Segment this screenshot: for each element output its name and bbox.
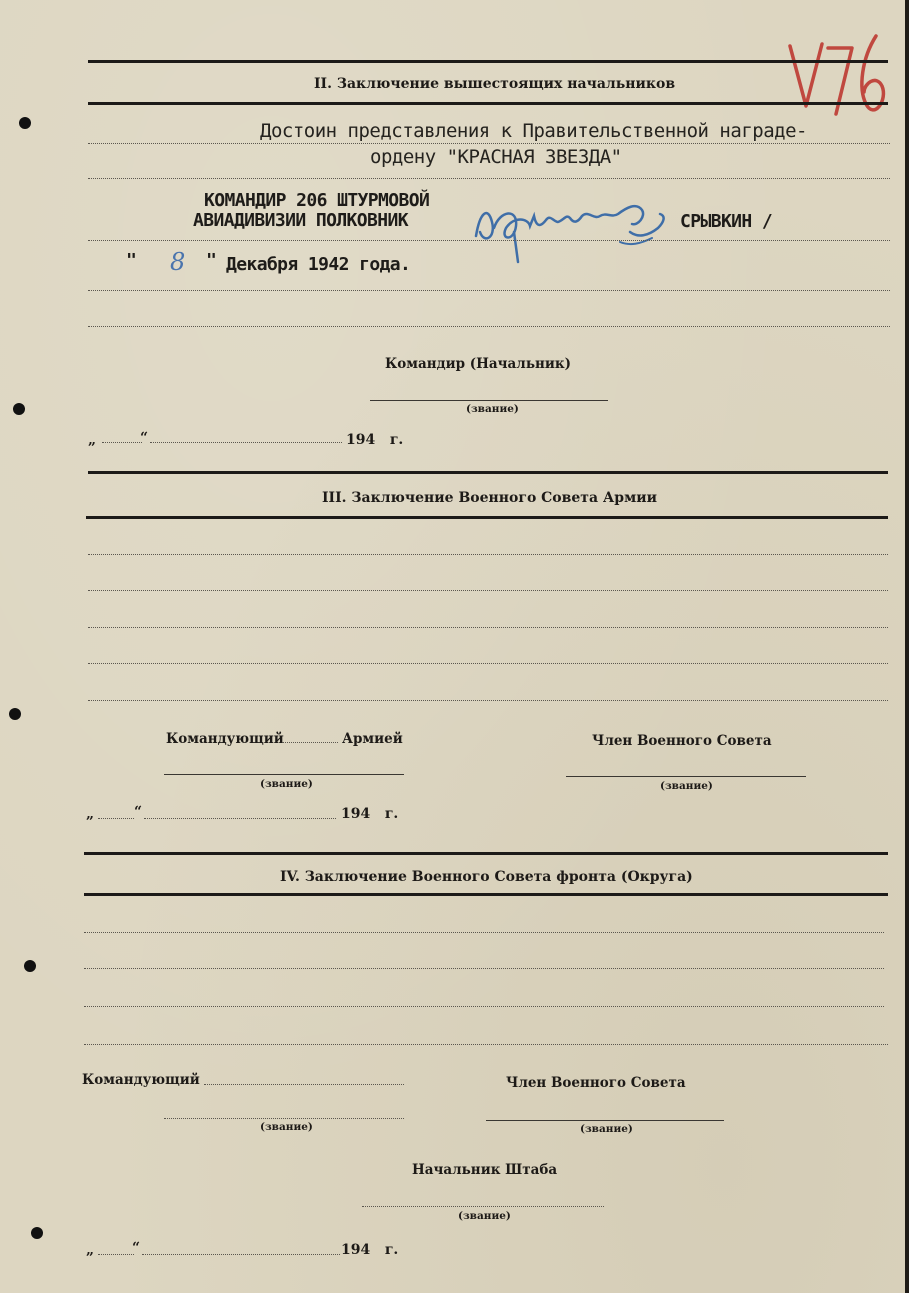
date-day-line xyxy=(98,818,134,819)
army-number-line xyxy=(282,742,338,743)
date-rest: Декабря 1942 года. xyxy=(226,254,411,275)
section-divider xyxy=(88,60,888,63)
date-day-line xyxy=(102,442,142,443)
rank-signature-line-left xyxy=(164,1118,404,1119)
writing-line xyxy=(88,554,888,555)
section-divider xyxy=(84,893,888,896)
rank-caption-left: (звание) xyxy=(260,778,313,790)
signer-title-line-2: АВИАДИВИЗИИ ПОЛКОВНИК xyxy=(193,210,408,231)
handwritten-signature xyxy=(470,192,680,268)
rank-caption-left: (звание) xyxy=(260,1121,313,1133)
front-commander-line xyxy=(204,1084,404,1085)
army-label: Армией xyxy=(342,731,403,747)
date-quote-close: " xyxy=(206,250,217,271)
signer-title-line-1: КОМАНДИР 206 ШТУРМОВОЙ xyxy=(204,190,430,211)
rank-caption-right: (звание) xyxy=(660,780,713,792)
date-day-line xyxy=(98,1254,134,1255)
conclusion-line-1: Достоин представления к Правительственной награде- xyxy=(260,120,807,142)
rank-caption: (звание) xyxy=(466,403,519,415)
writing-line xyxy=(88,290,890,291)
date-year: 194 г. xyxy=(341,806,399,822)
writing-line xyxy=(88,178,890,179)
writing-line xyxy=(84,932,884,933)
conclusion-line-2: ордену "КРАСНАЯ ЗВЕЗДА" xyxy=(370,146,622,168)
section-divider xyxy=(84,852,888,855)
section-divider xyxy=(86,516,888,519)
signer-name: СРЫВКИН / xyxy=(680,211,773,232)
rank-signature-line-right xyxy=(486,1120,724,1121)
writing-line xyxy=(88,663,888,664)
date-quote: “ xyxy=(140,430,149,446)
date-prefix: „ xyxy=(86,1242,95,1258)
rank-caption-chief: (звание) xyxy=(458,1210,511,1222)
writing-line xyxy=(88,240,890,241)
council-member-label: Член Военного Совета xyxy=(592,733,772,749)
section-3-heading: III. Заключение Военного Совета Армии xyxy=(322,490,658,506)
section-4-heading: IV. Заключение Военного Совета фронта (Округа) xyxy=(280,869,693,885)
army-commander-label: Командующий xyxy=(166,731,284,747)
writing-line xyxy=(88,590,888,591)
punch-hole xyxy=(9,708,21,720)
writing-line xyxy=(84,968,884,969)
date-day-handwritten: 8 xyxy=(170,248,186,276)
date-quote: “ xyxy=(134,804,143,820)
commander-label: Командир (Начальник) xyxy=(385,356,572,372)
writing-line xyxy=(88,143,890,144)
punch-hole xyxy=(31,1227,43,1239)
writing-line xyxy=(84,1006,884,1007)
date-prefix: „ xyxy=(88,432,97,448)
section-divider xyxy=(88,471,888,474)
date-prefix: „ xyxy=(86,806,95,822)
writing-line xyxy=(88,627,888,628)
date-year: 194 г. xyxy=(346,432,404,448)
section-divider xyxy=(88,102,888,105)
punch-hole xyxy=(13,403,25,415)
rank-signature-line-left xyxy=(164,774,404,775)
punch-hole xyxy=(24,960,36,972)
date-quote-open: " xyxy=(126,250,137,271)
date-month-line xyxy=(144,818,336,819)
rank-signature-line-chief xyxy=(362,1206,604,1207)
writing-line xyxy=(84,1044,888,1045)
front-commander-label: Командующий xyxy=(82,1072,200,1088)
writing-line xyxy=(88,326,890,327)
writing-line xyxy=(88,700,888,701)
date-year: 194 г. xyxy=(341,1242,399,1258)
rank-signature-line-right xyxy=(566,776,806,777)
council-member-label: Член Военного Совета xyxy=(506,1075,686,1091)
rank-signature-line xyxy=(370,400,608,401)
rank-caption-right: (звание) xyxy=(580,1123,633,1135)
chief-of-staff-label: Начальник Штаба xyxy=(412,1162,558,1178)
punch-hole xyxy=(19,117,31,129)
date-quote: “ xyxy=(132,1240,141,1256)
date-month-line xyxy=(150,442,342,443)
date-month-line xyxy=(142,1254,340,1255)
section-2-heading: II. Заключение вышестоящих начальников xyxy=(314,76,676,92)
